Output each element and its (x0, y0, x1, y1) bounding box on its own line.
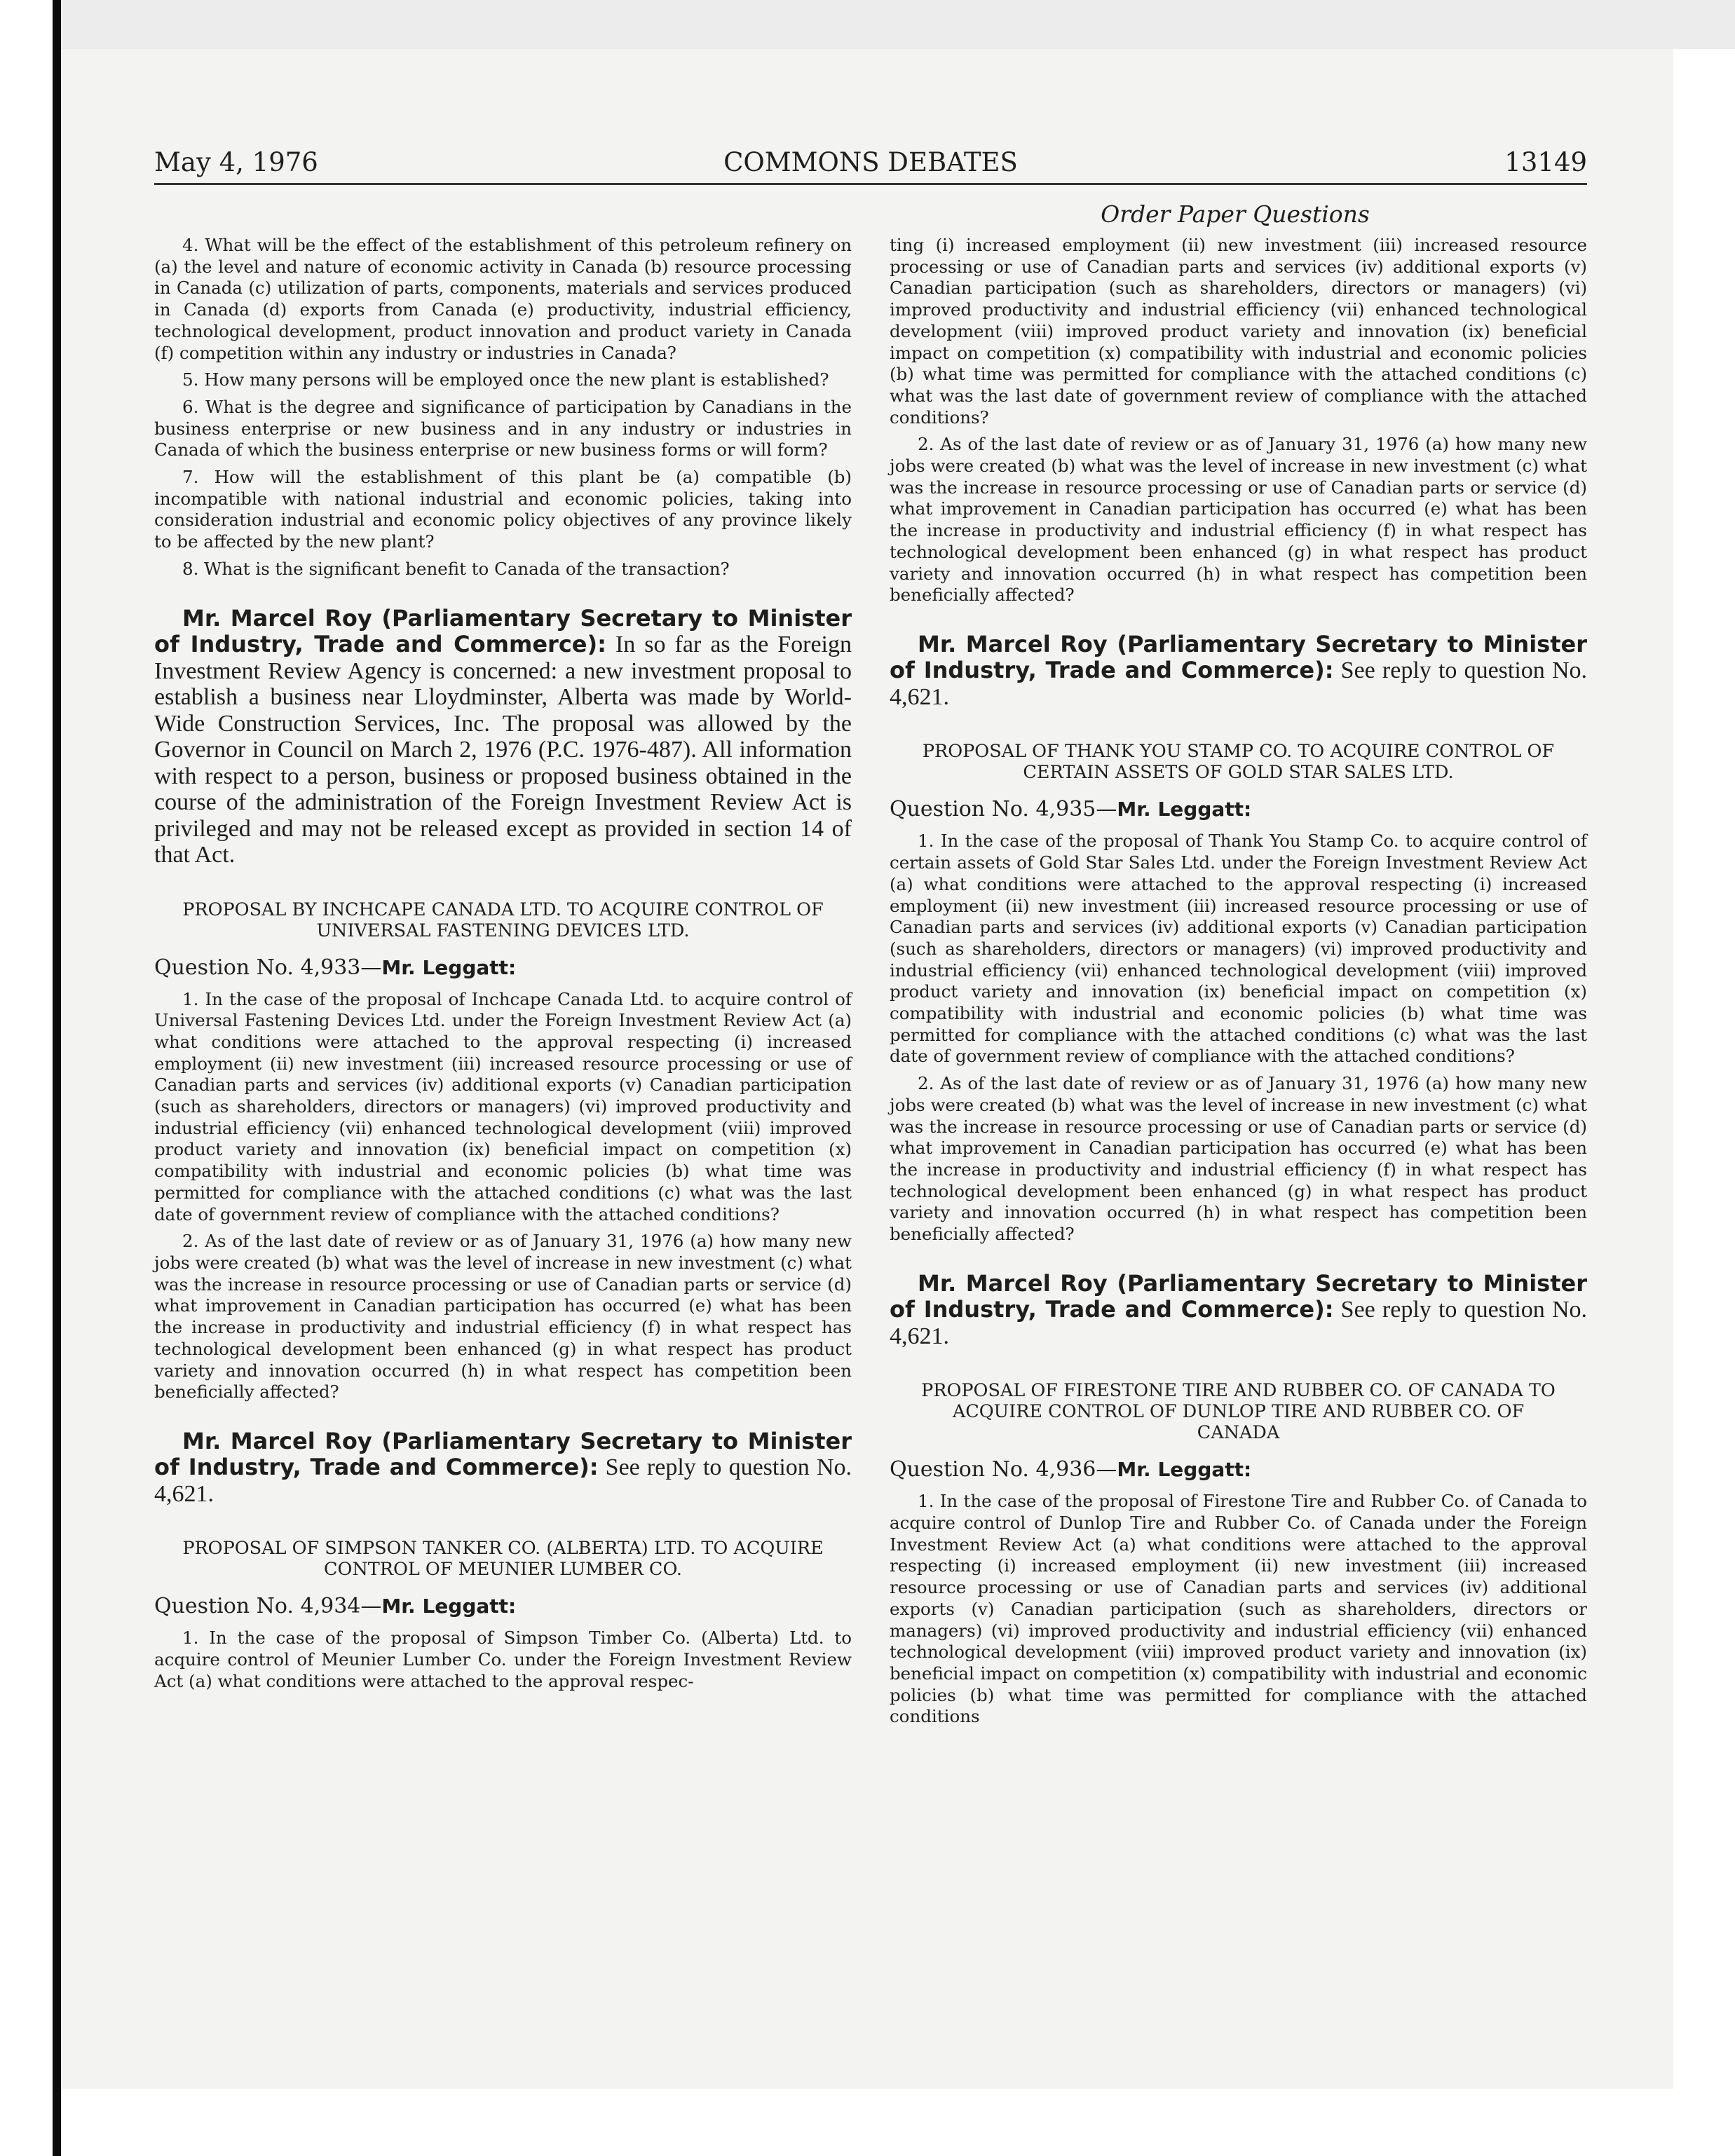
question-line (890, 796, 1587, 824)
reply-text: See reply to question No. 4,621. (890, 1297, 1588, 1349)
question-continued: ting (i) increased employment (ii) new investment (iii) increased resource processing or use of Canadian parts and services (iv) additional exports (v) Canadian participation (such as shareholders, directors or managers) (vi) improved productivity and industrial efficiency (vii) enhanced technological development (viii) improved product variety and innovation (ix) beneficial impact on competition (x) compatibility with industrial and economic policies (b) what time was permitted for compliance with the attached conditions (c) what was the last date of government review of compliance with the attached conditions? (890, 235, 1587, 428)
left-column (154, 235, 852, 1698)
speaker-name: Mr. Marcel Roy (Parliamentary Secretary to Minister of Industry, Trade and Commerce): (154, 604, 852, 658)
page-header (154, 144, 1587, 185)
section-heading: PROPOSAL OF FIRESTONE TIRE AND RUBBER CO. OF CANADA TO ACQUIRE CONTROL OF DUNLOP TIRE AND RUBBER CO. OF CANADA (921, 1380, 1556, 1444)
reply-paragraph (154, 1428, 852, 1508)
header-page-number: 13149 (1504, 147, 1587, 177)
reply-paragraph (890, 632, 1587, 711)
reply-paragraph (154, 606, 852, 868)
question-item: 2. As of the last date of review or as of January 31, 1976 (a) how many new jobs were created (b) what was the level of increase in new investment (c) what was the increase in resource processing or use of Canadian parts or service (d) what improvement in Canadian participation has occurred (e) what has been the increase in productivity and industrial efficiency (f) in what respect has technological development been enhanced (g) in what respect has product variety and innovation occurred (h) in what respect has competition been beneficially affected? (890, 1073, 1587, 1245)
question-number: Question No. 4,933— (154, 955, 382, 980)
header-date: May 4, 1976 (154, 147, 318, 177)
question-item: 4. What will be the effect of the establishment of this petroleum refinery on (a) the level and nature of economic activity in Canada (b) resource processing in Canada (c) utilization of parts, components, materials and services produced in Canada (d) exports from Canada (e) productivity, industrial efficiency, technological development, product innovation and product variety in Canada (f) competition within any industry or industries in Canada? (154, 235, 852, 363)
speaker-name: Mr. Marcel Roy (Parliamentary Secretary to Minister of Industry, Trade and Commerce): (890, 1269, 1587, 1323)
scan-edge (53, 0, 61, 2156)
asker-name: Mr. Leggatt: (1117, 798, 1252, 821)
question-item: 7. How will the establishment of this plant be (a) compatible (b) incompatible with national industrial and economic policies, taking into consideration industrial and economic policy objectives of any province likely to be affected by the new plant? (154, 467, 852, 552)
reply-text: In so far as the Foreign Investment Review Agency is concerned: a new investment proposal to establish a business near Lloydminster, Alberta was made by World-Wide Construction Services, Inc. The proposal was allowed by the Governor in Council on March 2, 1976 (P.C. 1976-487). All information with respect to a person, business or proposed business obtained in the course of the administration of the Foreign Investment Review Act is privileged and may not be released except as provided in section 14 of that Act. (154, 632, 852, 868)
question-item: 2. As of the last date of review or as of January 31, 1976 (a) how many new jobs were created (b) what was the level of increase in new investment (c) what was the increase in resource processing or use of Canadian parts or service (d) what improvement in Canadian participation has occurred (e) what has been the increase in productivity and industrial efficiency (f) in what respect has technological development been enhanced (g) in what respect has product variety and innovation occurred (h) in what respect has competition been beneficially affected? (154, 1231, 852, 1403)
header-title: COMMONS DEBATES (723, 147, 1018, 177)
reply-text: See reply to question No. 4,621. (890, 657, 1588, 710)
question-item: 2. As of the last date of review or as of January 31, 1976 (a) how many new jobs were created (b) what was the level of increase in new investment (c) what was the increase in resource processing or use of Canadian parts or service (d) what improvement in Canadian participation has occurred (e) what has been the increase in productivity and industrial efficiency (f) in what respect has technological development been enhanced (g) in what respect has product variety and innovation occurred (h) in what respect has competition been beneficially affected? (890, 434, 1587, 606)
section-heading: PROPOSAL OF SIMPSON TANKER CO. (ALBERTA) LTD. TO ACQUIRE CONTROL OF MEUNIER LUMBER CO. (182, 1538, 824, 1581)
question-item: 5. How many persons will be employed once the new plant is established? (182, 369, 829, 390)
question-line (154, 954, 852, 982)
speaker-name: Mr. Marcel Roy (Parliamentary Secretary to Minister of Industry, Trade and Commerce): (154, 1427, 852, 1481)
asker-name: Mr. Leggatt: (1117, 1458, 1252, 1482)
question-item: 1. In the case of the proposal of Firestone Tire and Rubber Co. of Canada to acquire control of Dunlop Tire and Rubber Co. of Canada under the Foreign Investment Review Act (a) what conditions were attached to the approval respecting (i) increased employment (ii) new investment (iii) increased resource processing or use of Canadian parts and services (iv) additional exports (v) Canadian participation (such as shareholders, directors or managers) (vi) improved productivity and industrial efficiency (vii) enhanced technological development (viii) improved product variety and innovation (ix) beneficial impact on competition (x) compatibility with industrial and economic policies (b) what time was permitted for compliance with the attached conditions (890, 1491, 1587, 1727)
running-head: Order Paper Questions (1101, 200, 1370, 228)
reply-text: See reply to question No. 4,621. (154, 1454, 852, 1507)
question-item: 6. What is the degree and significance of participation by Canadians in the business enterprise or new business and in any industry or industries in Canada of which the business enterprise or new business forms or will form? (154, 396, 852, 460)
asker-name: Mr. Leggatt: (381, 1595, 517, 1618)
question-item: 1. In the case of the proposal of Simpson Timber Co. (Alberta) Ltd. to acquire control of Meunier Lumber Co. under the Foreign Investment Review Act (a) what conditions were attached to the approval respec- (154, 1628, 852, 1691)
question-number: Question No. 4,936— (890, 1457, 1117, 1482)
right-column (890, 235, 1587, 1733)
scan-top-margin (61, 0, 1735, 49)
section-heading: PROPOSAL OF THANK YOU STAMP CO. TO ACQUIRE CONTROL OF CERTAIN ASSETS OF GOLD STAR SALES LTD. (922, 741, 1555, 784)
section-heading: PROPOSAL BY INCHCAPE CANADA LTD. TO ACQUIRE CONTROL OF UNIVERSAL FASTENING DEVICES LTD. (182, 899, 824, 941)
question-number: Question No. 4,934— (154, 1594, 382, 1619)
reply-paragraph (890, 1271, 1587, 1350)
question-line (890, 1456, 1587, 1484)
asker-name: Mr. Leggatt: (381, 955, 517, 979)
question-item: 1. In the case of the proposal of Thank You Stamp Co. to acquire control of certain assets of Gold Star Sales Ltd. under the Foreign Investment Review Act (a) what conditions were attached to the approval respecting (i) increased employment (ii) new investment (iii) increased resource processing or use of Canadian parts and services (iv) additional exports (v) Canadian participation (such as shareholders, directors or managers) (vi) improved productivity and industrial efficiency (vii) enhanced technological development (viii) improved product variety and innovation (ix) beneficial impact on competition (x) compatibility with industrial and economic policies (b) what time was permitted for compliance with the attached conditions (c) what was the last date of government review of compliance with the attached conditions? (890, 831, 1587, 1067)
speaker-name: Mr. Marcel Roy (Parliamentary Secretary to Minister of Industry, Trade and Commerce): (890, 630, 1587, 684)
question-item: 1. In the case of the proposal of Inchcape Canada Ltd. to acquire control of Universal Fastening Devices Ltd. under the Foreign Investment Review Act (a) what conditions were attached to the approval respecting (i) increased employment (ii) new investment (iii) increased resource processing or use of Canadian parts and services (iv) additional exports (v) Canadian participation (such as shareholders, directors or managers) (vi) improved productivity and industrial efficiency (vii) enhanced technological development (viii) improved product variety and innovation (ix) beneficial impact on competition (x) compatibility with industrial and economic policies (b) what time was permitted for compliance with the attached conditions (c) what was the last date of government review of compliance with the attached conditions? (154, 988, 852, 1224)
question-number: Question No. 4,935— (890, 797, 1117, 822)
question-item: 8. What is the significant benefit to Canada of the transaction? (182, 558, 730, 579)
question-line (154, 1592, 852, 1621)
